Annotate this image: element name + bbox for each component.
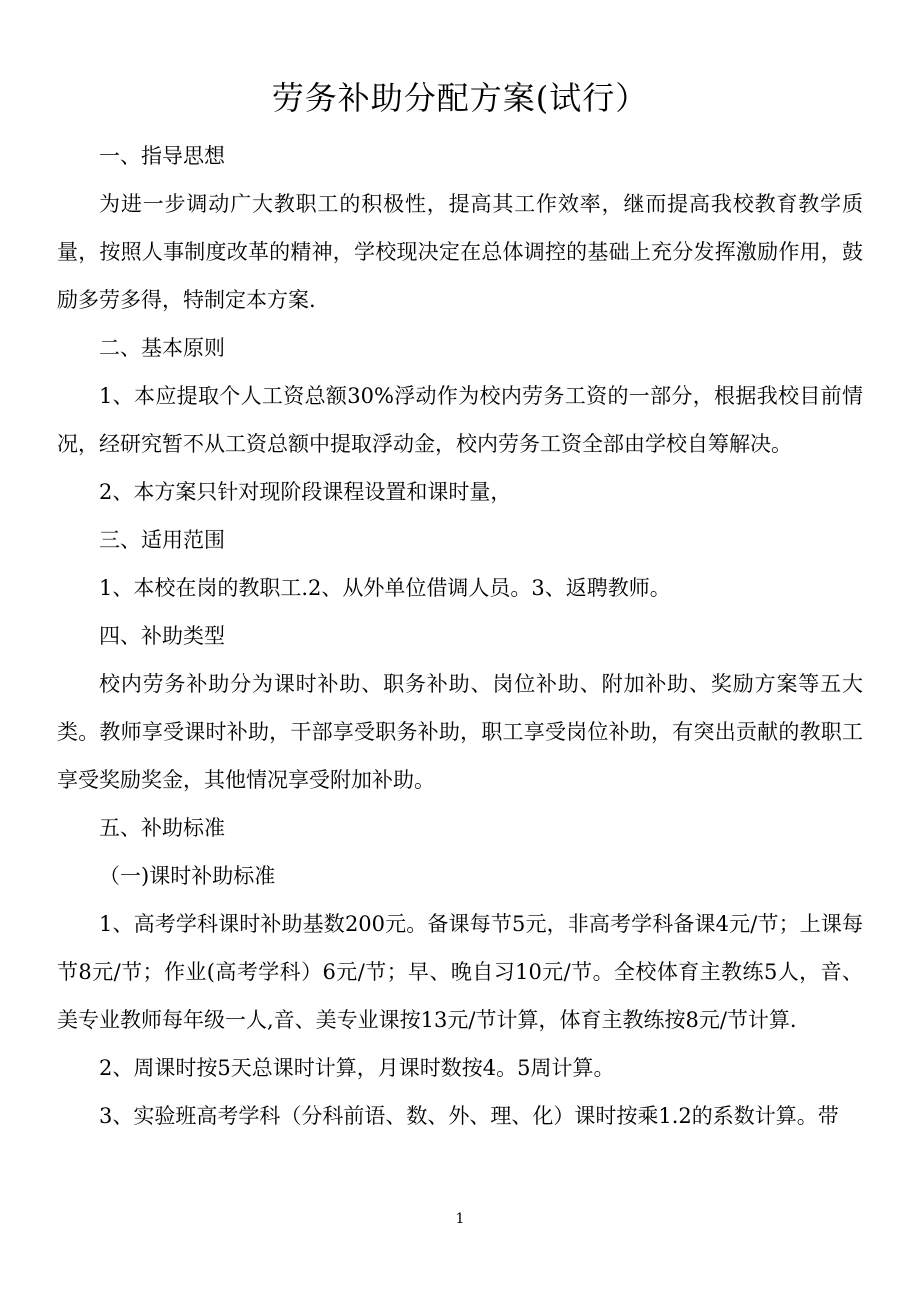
paragraph-standard-3: 3、实验班高考学科（分科前语、数、外、理、化）课时按乘1.2的系数计算。带 <box>99 1104 839 1128</box>
section-heading-scope: 三、适用范围 <box>99 528 225 552</box>
section-heading-subsidy-types: 四、补助类型 <box>99 624 225 648</box>
paragraph-scope: 1、本校在岗的教职工.2、从外单位借调人员。3、返聘教师。 <box>99 576 671 600</box>
document-body <box>57 132 863 1140</box>
paragraph-standard-1: 1、高考学科课时补助基数200元。备课每节5元，非高考学科备课4元/节；上课每节8元/节；作业(高考学科）6元/节；早、晚自习10元/节。全校体育主教练5人，音、美专业教师每年级一人,音、美专业课按13元/节计算，体育主教练按8元/节计算. <box>57 912 863 1032</box>
document-title: 劳务补助分配方案(试行） <box>271 79 649 117</box>
paragraph-principle-2: 2、本方案只针对现阶段课程设置和课时量， <box>99 480 512 504</box>
paragraph-standard-2: 2、周课时按5天总课时计算，月课时数按4。5周计算。 <box>99 1056 615 1080</box>
section-heading-guiding-ideology: 一、指导思想 <box>99 144 225 168</box>
section-heading-basic-principles: 二、基本原则 <box>99 336 225 360</box>
paragraph-principle-1: 1、本应提取个人工资总额30%浮动作为校内劳务工资的一部分，根据我校目前情况，经研究暂不从工资总额中提取浮动金，校内劳务工资全部由学校自筹解决。 <box>57 384 863 456</box>
paragraph-subsidy-types: 校内劳务补助分为课时补助、职务补助、岗位补助、附加补助、奖励方案等五大类。教师享受课时补助，干部享受职务补助，职工享受岗位补助，有突出贡献的教职工享受奖励奖金，其他情况享受附加补助。 <box>57 672 863 792</box>
subsection-heading-class-hour-subsidy: （一)课时补助标准 <box>99 864 276 888</box>
section-heading-subsidy-standards: 五、补助标准 <box>99 816 225 840</box>
paragraph-guiding-ideology: 为进一步调动广大教职工的积极性，提高其工作效率，继而提高我校教育教学质量，按照人事制度改革的精神，学校现决定在总体调控的基础上充分发挥激励作用，鼓励多劳多得，特制定本方案. <box>57 192 863 312</box>
page-number: 1 <box>455 1211 465 1227</box>
